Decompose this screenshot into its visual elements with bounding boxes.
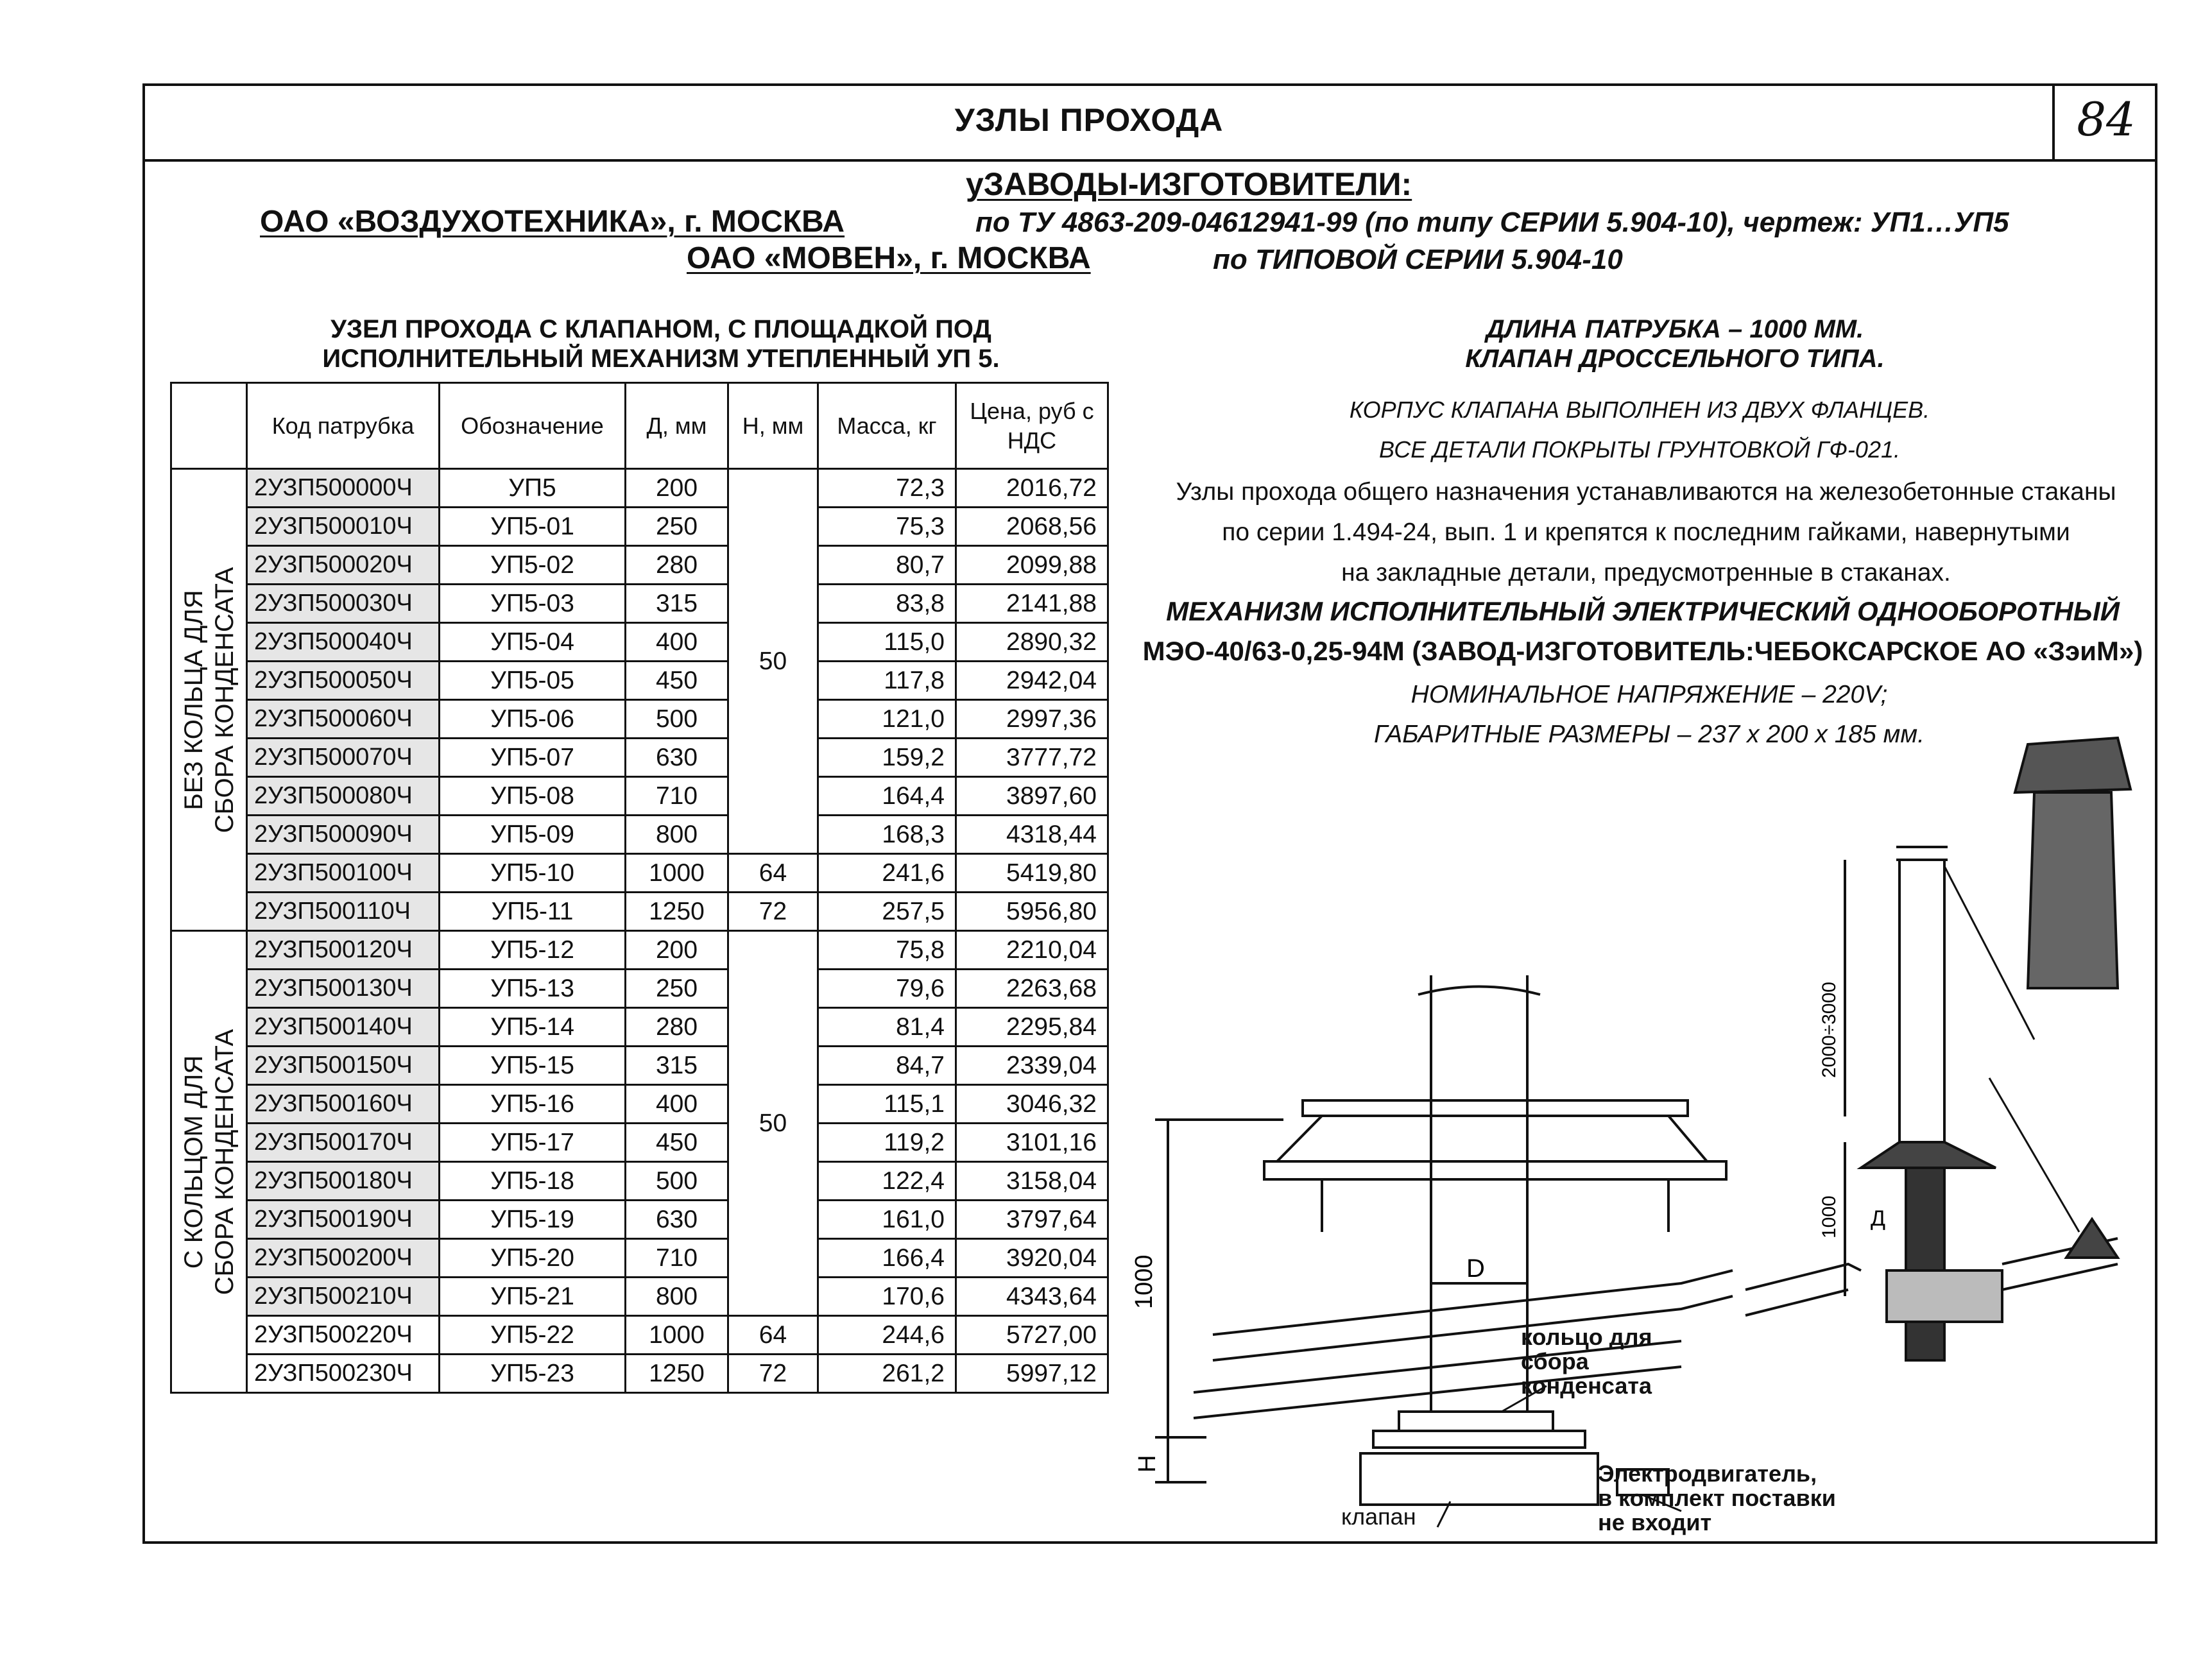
- pipe-top: [1896, 847, 1948, 860]
- col-header-mass: Масса, кг: [818, 383, 956, 469]
- manufacturer-2-spec: по ТИПОВОЙ СЕРИИ 5.904-10: [1213, 244, 1623, 275]
- motor-label-line-2: в комплект поставки: [1598, 1485, 1836, 1511]
- table-header-row: [171, 383, 1108, 469]
- group-label-with-ring: [171, 931, 247, 1393]
- cell-name: УП5: [440, 469, 626, 508]
- cell-d: 200: [626, 931, 728, 970]
- cell-name: УП5-21: [440, 1278, 626, 1316]
- motor-label: [1598, 1462, 1836, 1535]
- dimensions-spec: ГАБАРИТНЫЕ РАЗМЕРЫ – 237 х 200 х 185 мм.: [1374, 721, 1925, 748]
- cell-name: УП5-07: [440, 739, 626, 777]
- cell-d: 400: [626, 1085, 728, 1124]
- cell-name: УП5-11: [440, 893, 626, 931]
- cell-code: 2УЗП500060Ч: [247, 700, 440, 739]
- cell-name: УП5-18: [440, 1162, 626, 1201]
- cell-name: УП5-14: [440, 1008, 626, 1047]
- cell-name: УП5-20: [440, 1239, 626, 1278]
- cell-h: 64: [728, 1316, 818, 1355]
- actuator-line-2: МЭО-40/63-0,25-94М (ЗАВОД-ИЗГОТОВИТЕЛЬ:ЧЕБОКСАРСКОЕ АО «ЗэиМ»): [1142, 636, 2143, 666]
- cell-mass: 117,8: [818, 662, 956, 700]
- cell-d: 630: [626, 1201, 728, 1239]
- cell-code: 2УЗП500160Ч: [247, 1085, 440, 1124]
- cell-name: УП5-17: [440, 1124, 626, 1162]
- cell-price: 2997,36: [956, 700, 1108, 739]
- cell-mass: 79,6: [818, 970, 956, 1008]
- cell-mass: 244,6: [818, 1316, 956, 1355]
- dim-h-label: H: [1134, 1455, 1161, 1473]
- cell-d: 1250: [626, 1355, 728, 1393]
- cell-price: 2016,72: [956, 469, 1108, 508]
- cell-name: УП5-05: [440, 662, 626, 700]
- cell-code: 2УЗП500220Ч: [247, 1316, 440, 1355]
- cell-mass: 159,2: [818, 739, 956, 777]
- cell-d: 280: [626, 546, 728, 585]
- col-header-h: Н, мм: [728, 383, 818, 469]
- leader-roof: [1989, 1078, 2079, 1232]
- cell-name: УП5-03: [440, 585, 626, 623]
- cell-d: 1000: [626, 1316, 728, 1355]
- pipe-walls: [1431, 975, 1527, 1232]
- cell-price: 5419,80: [956, 854, 1108, 893]
- table-row: [171, 931, 1108, 970]
- unit-title: [244, 314, 1078, 373]
- cell-mass: 115,0: [818, 623, 956, 662]
- ring-label-line-1: кольцо для: [1521, 1324, 1652, 1350]
- group-label-line-1: БЕЗ КОЛЬЦА ДЛЯ: [179, 590, 208, 810]
- cell-d: 315: [626, 1047, 728, 1085]
- cell-h: 72: [728, 1355, 818, 1393]
- cell-name: УП5-01: [440, 508, 626, 546]
- cell-mass: 83,8: [818, 585, 956, 623]
- table-row: [171, 1085, 1108, 1124]
- cell-name: УП5-23: [440, 1355, 626, 1393]
- cell-d: 450: [626, 1124, 728, 1162]
- col-header-name: Обозначение: [440, 383, 626, 469]
- installation-note: [1126, 472, 2166, 593]
- manufacturer-2-name: ОАО «МОВЕН», г. МОСКВА: [687, 241, 1091, 275]
- cell-mass: 72,3: [818, 469, 956, 508]
- deflector-body: [2028, 792, 2118, 988]
- cell-code: 2УЗП500020Ч: [247, 546, 440, 585]
- dim-1000-label: 1000: [1131, 1254, 1158, 1309]
- cell-price: 4343,64: [956, 1278, 1108, 1316]
- cell-mass: 75,8: [818, 931, 956, 970]
- cell-price: 2890,32: [956, 623, 1108, 662]
- cell-name: УП5-13: [440, 970, 626, 1008]
- table-row: [171, 1008, 1108, 1047]
- page-title: УЗЛЫ ПРОХОДА: [954, 102, 1224, 138]
- group-label-no-ring: [171, 469, 247, 931]
- cell-mass: 166,4: [818, 1239, 956, 1278]
- table-row: [171, 585, 1108, 623]
- motor-label-line-3: не входит: [1598, 1509, 1712, 1535]
- ring-flange: [1373, 1431, 1585, 1448]
- cell-h: 64: [728, 854, 818, 893]
- pipe-length: ДЛИНА ПАТРУБКА – 1000 ММ.: [1486, 315, 1864, 343]
- ring-label: [1521, 1325, 1652, 1398]
- cell-d: 250: [626, 970, 728, 1008]
- cell-price: 3777,72: [956, 739, 1108, 777]
- table-row: [171, 1162, 1108, 1201]
- cell-price: 2068,56: [956, 508, 1108, 546]
- pipe-lower: [1906, 1168, 1944, 1360]
- table-row: [171, 508, 1108, 546]
- col-header-d: Д, мм: [626, 383, 728, 469]
- installation-line-2: по серии 1.494-24, вып. 1 и крепятся к последним гайками, навернутыми: [1222, 518, 2070, 546]
- cell-code: 2УЗП500090Ч: [247, 816, 440, 854]
- unit-title-line-1: УЗЕЛ ПРОХОДА С КЛАПАНОМ, С ПЛОЩАДКОЙ ПОД: [330, 315, 991, 343]
- cell-d: 630: [626, 739, 728, 777]
- cell-name: УП5-08: [440, 777, 626, 816]
- table-row: [171, 1124, 1108, 1162]
- cell-mass: 121,0: [818, 700, 956, 739]
- cell-mass: 164,4: [818, 777, 956, 816]
- cell-d: 450: [626, 662, 728, 700]
- cell-name: УП5-16: [440, 1085, 626, 1124]
- cell-code: 2УЗП500180Ч: [247, 1162, 440, 1201]
- installation-drawing: [1733, 731, 2143, 1424]
- cell-price: 3101,16: [956, 1124, 1108, 1162]
- cell-mass: 81,4: [818, 1008, 956, 1047]
- cell-d: 200: [626, 469, 728, 508]
- insulation: [1887, 1270, 2002, 1322]
- cell-price: 3797,64: [956, 1201, 1108, 1239]
- valve-type: КЛАПАН ДРОССЕЛЬНОГО ТИПА.: [1465, 345, 1885, 373]
- cell-mass: 241,6: [818, 854, 956, 893]
- cell-code: 2УЗП500200Ч: [247, 1239, 440, 1278]
- table-row: [171, 1316, 1108, 1355]
- cell-mass: 115,1: [818, 1085, 956, 1124]
- cell-code: 2УЗП500000Ч: [247, 469, 440, 508]
- table-row: [171, 623, 1108, 662]
- page-number: 84: [2077, 92, 2136, 146]
- table-row: [171, 816, 1108, 854]
- hood: [1861, 1142, 1996, 1168]
- cell-code: 2УЗП500080Ч: [247, 777, 440, 816]
- table-row: [171, 970, 1108, 1008]
- manufacturer-1-name: ОАО «ВОЗДУХОТЕХНИКА», г. МОСКВА: [260, 205, 845, 239]
- cell-price: 3897,60: [956, 777, 1108, 816]
- cell-mass: 261,2: [818, 1355, 956, 1393]
- group-header-cell: [171, 383, 247, 469]
- col-header-price: Цена, руб с НДС: [956, 383, 1108, 469]
- cell-h-merged: 50: [728, 469, 818, 854]
- motor-label-line-1: Электродвигатель,: [1598, 1460, 1817, 1487]
- cell-price: 5727,00: [956, 1316, 1108, 1355]
- dim-right-1000-label: 1000: [1819, 1195, 1840, 1238]
- valve-body: [1360, 1453, 1598, 1505]
- dim-d-label: D: [1466, 1254, 1485, 1283]
- table-row: [171, 893, 1108, 931]
- cell-code: 2УЗП500100Ч: [247, 854, 440, 893]
- cell-price: 2942,04: [956, 662, 1108, 700]
- cone-hood: [1277, 1116, 1707, 1161]
- cell-d: 315: [626, 585, 728, 623]
- table-row: [171, 1201, 1108, 1239]
- cell-mass: 122,4: [818, 1162, 956, 1201]
- cell-name: УП5-02: [440, 546, 626, 585]
- cell-price: 3920,04: [956, 1239, 1108, 1278]
- valve-label: клапан: [1341, 1503, 1416, 1530]
- group-label-line-2: СБОРА КОНДЕНСАТА: [210, 1029, 239, 1295]
- cell-mass: 84,7: [818, 1047, 956, 1085]
- voltage-spec: НОМИНАЛЬНОЕ НАПРЯЖЕНИЕ – 220V;: [1410, 681, 1888, 708]
- dim-2000-3000-label: 2000÷3000: [1819, 982, 1840, 1078]
- cell-mass: 168,3: [818, 816, 956, 854]
- cell-d: 710: [626, 1239, 728, 1278]
- page-number-box: [2052, 83, 2157, 159]
- manufacturers-heading: уЗАВОДЫ-ИЗГОТОВИТЕЛИ:: [966, 166, 1412, 202]
- table-row: [171, 1239, 1108, 1278]
- table-body: [171, 469, 1108, 1393]
- manufacturer-1-spec: по ТУ 4863-209-04612941-99 (по типу СЕРИИ 5.904-10), чертеж: УП1…УП5: [975, 207, 2009, 238]
- cell-code: 2УЗП500010Ч: [247, 508, 440, 546]
- table-row: [171, 546, 1108, 585]
- cell-code: 2УЗП500050Ч: [247, 662, 440, 700]
- cell-d: 1250: [626, 893, 728, 931]
- cell-mass: 80,7: [818, 546, 956, 585]
- group-label-line-1: С КОЛЬЦОМ ДЛЯ: [179, 1055, 208, 1269]
- installation-line-1: Узлы прохода общего назначения устанавливаются на железобетонные стаканы: [1176, 478, 2116, 506]
- cell-mass: 119,2: [818, 1124, 956, 1162]
- cell-mass: 257,5: [818, 893, 956, 931]
- primer-note: ВСЕ ДЕТАЛИ ПОКРЫТЫ ГРУНТОВКОЙ ГФ-021.: [1379, 436, 1900, 463]
- body-note: КОРПУС КЛАПАНА ВЫПОЛНЕН ИЗ ДВУХ ФЛАНЦЕВ.: [1349, 397, 1930, 423]
- cell-name: УП5-04: [440, 623, 626, 662]
- table-row: [171, 1278, 1108, 1316]
- cell-code: 2УЗП500150Ч: [247, 1047, 440, 1085]
- cell-price: 2295,84: [956, 1008, 1108, 1047]
- cell-d: 800: [626, 1278, 728, 1316]
- table-row: [171, 854, 1108, 893]
- cell-d: 800: [626, 816, 728, 854]
- cell-name: УП5-22: [440, 1316, 626, 1355]
- col-header-code: Код патрубка: [247, 383, 440, 469]
- cell-d: 500: [626, 1162, 728, 1201]
- cell-d: 710: [626, 777, 728, 816]
- actuator-line-1: МЕХАНИЗМ ИСПОЛНИТЕЛЬНЫЙ ЭЛЕКТРИЧЕСКИЙ ОДНООБОРОТНЫЙ: [1166, 596, 2120, 626]
- cell-code: 2УЗП500110Ч: [247, 893, 440, 931]
- pipe-length-note: [1258, 314, 2092, 373]
- cell-code: 2УЗП500170Ч: [247, 1124, 440, 1162]
- cell-price: 3158,04: [956, 1162, 1108, 1201]
- cell-code: 2УЗП500040Ч: [247, 623, 440, 662]
- coating-note: [1142, 390, 2137, 470]
- table-row: [171, 662, 1108, 700]
- cell-code: 2УЗП500210Ч: [247, 1278, 440, 1316]
- cell-name: УП5-19: [440, 1201, 626, 1239]
- cell-d: 280: [626, 1008, 728, 1047]
- cell-price: 3046,32: [956, 1085, 1108, 1124]
- lower-flange: [1264, 1161, 1726, 1179]
- support-legs: [1322, 1179, 1668, 1232]
- cell-h-merged: 50: [728, 931, 818, 1316]
- ring-label-line-2: сбора: [1521, 1348, 1589, 1374]
- cell-mass: 170,6: [818, 1278, 956, 1316]
- cell-code: 2УЗП500140Ч: [247, 1008, 440, 1047]
- cell-name: УП5-06: [440, 700, 626, 739]
- cell-name: УП5-09: [440, 816, 626, 854]
- cell-name: УП5-15: [440, 1047, 626, 1085]
- cell-price: 2339,04: [956, 1047, 1108, 1085]
- cell-name: УП5-10: [440, 854, 626, 893]
- ring-label-line-3: конденсата: [1521, 1372, 1652, 1399]
- cell-d: 500: [626, 700, 728, 739]
- cell-price: 2263,68: [956, 970, 1108, 1008]
- deflector-cap: [2015, 738, 2131, 792]
- cell-price: 5956,80: [956, 893, 1108, 931]
- cell-code: 2УЗП500120Ч: [247, 931, 440, 970]
- cell-d: 1000: [626, 854, 728, 893]
- pipe-upper: [1899, 860, 1944, 1142]
- section-drawing: [1129, 975, 1739, 1540]
- dim-right-d-label: Д: [1871, 1206, 1886, 1231]
- cell-d: 250: [626, 508, 728, 546]
- cell-price: 5997,12: [956, 1355, 1108, 1393]
- cell-code: 2УЗП500070Ч: [247, 739, 440, 777]
- leader-cap: [1944, 866, 2034, 1039]
- cell-code: 2УЗП500130Ч: [247, 970, 440, 1008]
- actuator-note: [1129, 592, 2156, 671]
- pipe-break: [1418, 987, 1540, 995]
- table-row: [171, 777, 1108, 816]
- cell-price: 2099,88: [956, 546, 1108, 585]
- cell-code: 2УЗП500030Ч: [247, 585, 440, 623]
- upper-flange: [1303, 1100, 1688, 1116]
- table-row: [171, 469, 1108, 508]
- cell-h: 72: [728, 893, 818, 931]
- cell-d: 400: [626, 623, 728, 662]
- installation-line-3: на закладные детали, предусмотренные в стаканах.: [1341, 559, 1951, 586]
- condensate-ring: [1399, 1412, 1553, 1431]
- table-row: [171, 700, 1108, 739]
- table-row: [171, 1355, 1108, 1393]
- cell-mass: 75,3: [818, 508, 956, 546]
- table-row: [171, 1047, 1108, 1085]
- cell-code: 2УЗП500230Ч: [247, 1355, 440, 1393]
- cell-code: 2УЗП500190Ч: [247, 1201, 440, 1239]
- group-label-line-2: СБОРА КОНДЕНСАТА: [210, 567, 239, 833]
- cell-name: УП5-12: [440, 931, 626, 970]
- table-row: [171, 739, 1108, 777]
- cell-price: 2210,04: [956, 931, 1108, 970]
- spec-table: [170, 382, 1109, 1394]
- cell-price: 4318,44: [956, 816, 1108, 854]
- sheet-header: [142, 83, 2157, 162]
- unit-title-line-2: ИСПОЛНИТЕЛЬНЫЙ МЕХАНИЗМ УТЕПЛЕННЫЙ УП 5.: [322, 345, 1000, 373]
- cell-mass: 161,0: [818, 1201, 956, 1239]
- cell-price: 2141,88: [956, 585, 1108, 623]
